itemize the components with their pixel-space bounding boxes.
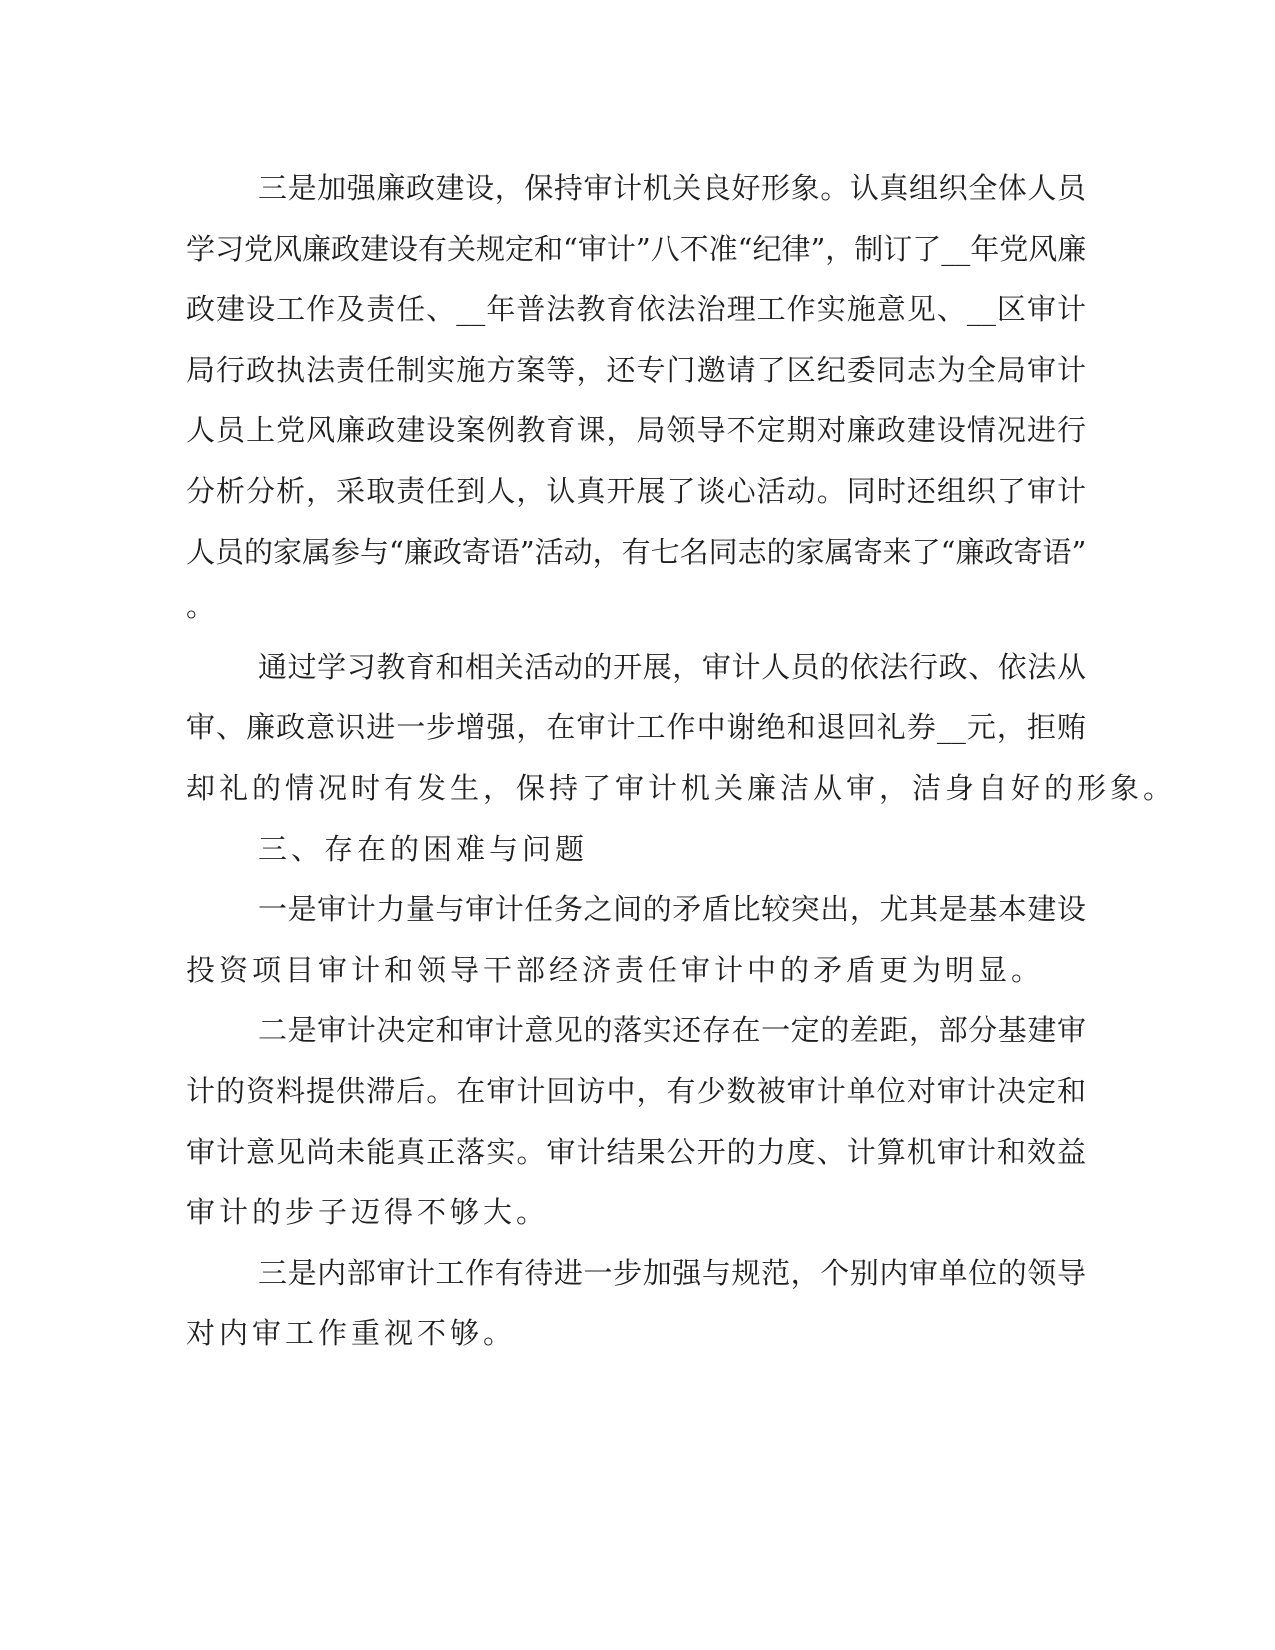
text-line: 一是审计力量与审计任务之间的矛盾比较突出，尤其是基本建设 <box>258 892 1086 927</box>
document-body <box>186 158 1177 1364</box>
text-line: 对内审工作重视不够。 <box>186 1316 517 1351</box>
text-line: 分析分析，采取责任到人，认真开展了谈心活动。同时还组织了审计 <box>186 473 1086 508</box>
text-line: 。 <box>186 589 220 624</box>
paragraph <box>186 158 1086 637</box>
text-line: 人员的家属参与“廉政寄语”活动，有七名同志的家属寄来了“廉政寄语” <box>186 534 1087 569</box>
text-line: 却礼的情况时有发生，保持了审计机关廉洁从审，洁身自好的形象。 <box>186 770 1177 805</box>
text-line: 三是加强廉政建设，保持审计机关良好形象。认真组织全体人员 <box>258 171 1086 205</box>
paragraph <box>186 879 1086 1000</box>
text-line: 计的资料提供滞后。在审计回访中，有少数被审计单位对审计决定和 <box>186 1073 1086 1108</box>
text-line: 二是审计决定和审计意见的落实还存在一定的差距，部分基建审 <box>258 1013 1086 1048</box>
text-line: 审、廉政意识进一步增强，在审计工作中谢绝和退回礼券__元，拒贿 <box>186 710 1086 745</box>
text-line: 人员上党风廉政建设案例教育课，局领导不定期对廉政建设情况进行 <box>186 413 1086 448</box>
section-heading <box>186 819 1086 880</box>
text-line: 审计的步子迈得不够大。 <box>186 1195 550 1230</box>
heading-text: 三、存在的困难与问题 <box>258 831 589 866</box>
paragraph <box>186 1000 1086 1242</box>
text-line: 政建设工作及责任、__年普法教育依法治理工作实施意见、__区审计 <box>186 292 1086 327</box>
paragraph <box>186 637 1177 819</box>
text-line: 通过学习教育和相关活动的开展，审计人员的依法行政、依法从 <box>258 649 1086 684</box>
text-line: 审计意见尚未能真正落实。审计结果公开的力度、计算机审计和效益 <box>186 1134 1086 1169</box>
text-line: 投资项目审计和领导干部经济责任审计中的矛盾更为明显。 <box>186 952 1045 987</box>
text-line: 三是内部审计工作有待进一步加强与规范，个别内审单位的领导 <box>258 1255 1086 1290</box>
text-line: 局行政执法责任制实施方案等，还专门邀请了区纪委同志为全局审计 <box>186 352 1086 387</box>
paragraph <box>186 1243 1086 1364</box>
text-line: 学习党风廉政建设有关规定和“审计”八不准“纪律”，制订了__年党风廉 <box>186 231 1087 266</box>
